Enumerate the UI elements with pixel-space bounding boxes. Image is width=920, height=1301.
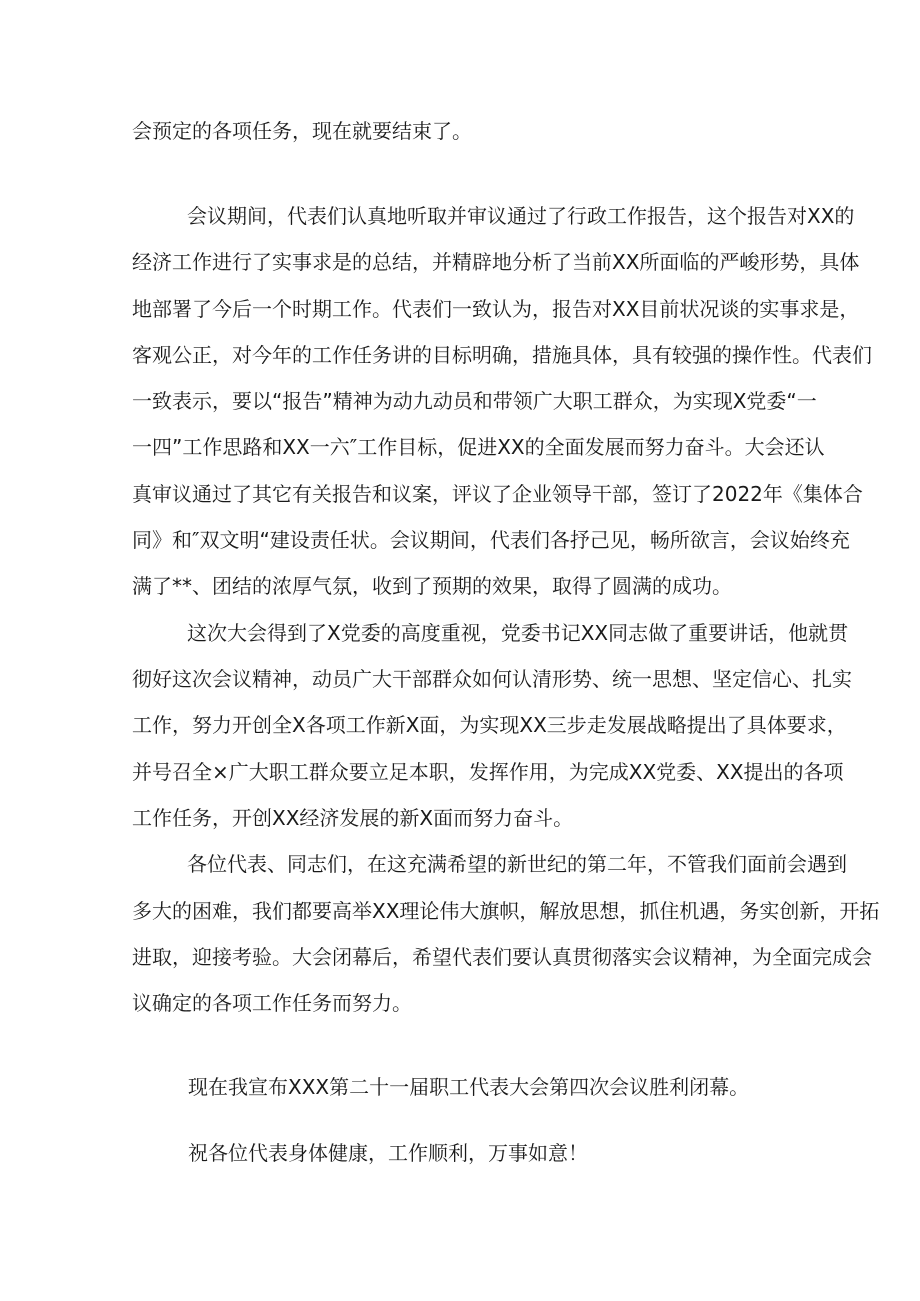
text-line: 同》和″双文明“建设责任状。会议期间，代表们各抒己见，畅所欲言，会议始终充 [132,528,850,552]
text-line: 一四”工作思路和XX一六″工作目标，促进XX的全面发展而努力奋斗。大会还认 [132,435,825,459]
text-line: 经济工作进行了实事求是的总结，并精辟地分析了当前XX所面临的严峻形势，具体 [132,250,860,274]
text-line: 并号召全×广大职工群众要立足本职，发挥作用，为完成XX党委、XX提出的各项 [132,760,844,784]
paragraph-continuation: 会预定的各项任务，现在就要结束了。 [132,119,472,143]
text-line: 一致表示，要以“报告”精神为动九动员和带领广大职工群众，为实现X党委“一 [132,389,817,413]
text-line: 议确定的各项工作任务而努力。 [132,991,412,1015]
text-line: 进取，迎接考验。大会闭幕后，希望代表们要认真贯彻落实会议精神，为全面完成会 [132,945,872,969]
text-line: 工作任务，开创XX经济发展的新X面而努力奋斗。 [132,806,574,830]
text-line: 真审议通过了其它有关报告和议案，评议了企业领导干部，签订了2022年《集体合 [132,482,863,506]
text-line: 各位代表、同志们，在这充满希望的新世纪的第二年，不管我们面前会遇到 [187,852,847,876]
paragraph-closing-announcement: 现在我宣布XXX第二十一届职工代表大会第四次会议胜利闭幕。 [188,1075,750,1099]
paragraph-wishes: 祝各位代表身体健康，工作顺利，万事如意！ [188,1141,588,1165]
text-line: 地部署了今后一个时期工作。代表们一致认为，报告对XX目前状况谈的实事求是， [132,297,860,321]
text-line: 客观公正，对今年的工作任务讲的目标明确，措施具体，具有较强的操作性。代表们 [132,343,872,367]
text-line: 彻好这次会议精神，动员广大干部群众如何认清形势、统一思想、坚定信心、扎实 [132,667,852,691]
text-line: 会议期间，代表们认真地听取并审议通过了行政工作报告，这个报告对XX的 [187,204,855,228]
text-line: 多大的困难，我们都要高举XX理论伟大旗帜，解放思想，抓住机遇，务实创新，开拓 [132,899,880,923]
text-line: 满了**、团结的浓厚气氛，收到了预期的效果，取得了圆满的成功。 [132,574,732,598]
text-line: 这次大会得到了X党委的高度重视，党委书记XX同志做了重要讲话，他就贯 [187,621,849,645]
text-line: 工作，努力开创全X各项工作新X面，为实现XX三步走发展战略提出了具体要求， [132,713,847,737]
